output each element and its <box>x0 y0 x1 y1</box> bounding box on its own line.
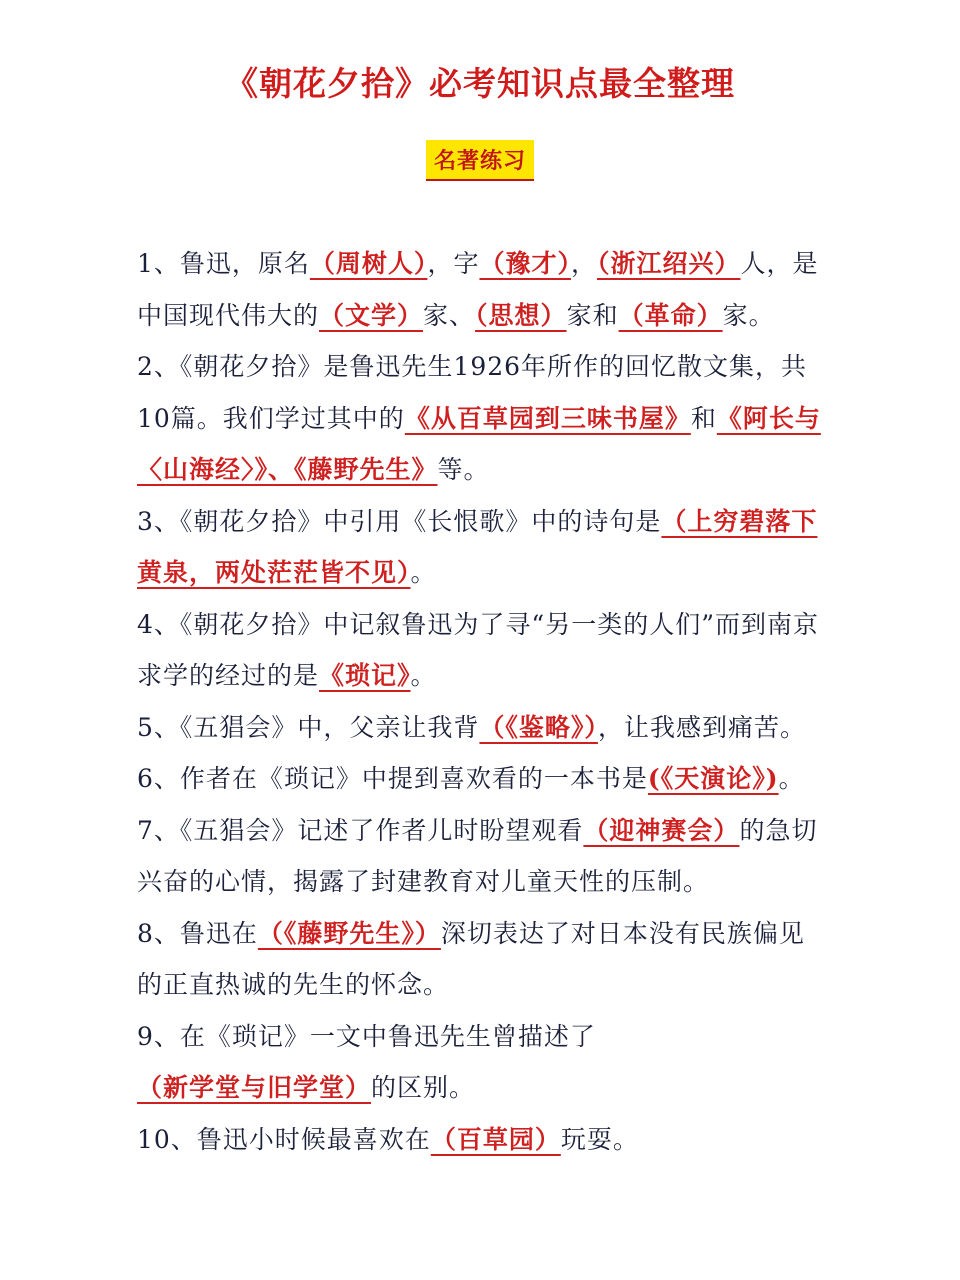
question-text: 5、《五猖会》中，父亲让我背 <box>137 712 480 742</box>
question-text: ，让我感到痛苦。 <box>597 712 806 742</box>
question-9 <box>137 1011 827 1114</box>
question-text: 。 <box>778 764 805 793</box>
section-label: 名著练习 <box>426 140 534 181</box>
question-text: 10、鲁迅小时候最喜欢在 <box>137 1124 431 1154</box>
answer-blank: （革命） <box>618 300 723 330</box>
question-text: 2、《朝花夕拾》是鲁迅先生1926年所作的回忆散文集，共10篇。我们学过其中的 <box>137 352 808 433</box>
answer-blank: （上穷碧落下黄泉，两处茫茫皆不见） <box>137 506 818 587</box>
question-7 <box>137 805 827 908</box>
question-text: ， <box>570 249 597 278</box>
question-text: 3、《朝花夕拾》中引用《长恨歌》中的诗句是 <box>137 506 662 536</box>
question-text: 4、《朝花夕拾》中记叙鲁迅为了寻“另一类的人们”而到南京求学的经过的是 <box>137 609 819 690</box>
answer-blank: （周树人） <box>309 249 428 278</box>
answer-blank: （百草园） <box>430 1124 561 1154</box>
question-4 <box>137 599 827 702</box>
page-title: 《朝花夕拾》必考知识点最全整理 <box>225 64 735 103</box>
answer-blank: 《琐记》 <box>319 661 411 690</box>
answer-blank: （思想） <box>475 300 567 330</box>
question-text: 玩耍。 <box>560 1124 639 1154</box>
question-text: 8、鲁迅在 <box>137 918 258 948</box>
question-text: 7、《五猖会》记述了作者儿时盼望观看 <box>137 815 584 845</box>
question-1 <box>137 238 827 341</box>
question-text: 的区别。 <box>371 1073 476 1102</box>
question-list <box>137 238 827 1165</box>
question-text: 深切表达了对日本没有民族偏见的正直热诚的先生的怀念。 <box>137 918 805 999</box>
answer-blank: （浙江绍兴） <box>596 249 741 278</box>
question-text: 等。 <box>437 455 490 484</box>
question-5 <box>137 702 827 754</box>
answer-blank: 《从百草园到三味书屋》 <box>404 403 691 433</box>
answer-blank: （迎神赛会） <box>583 815 740 845</box>
answer-blank: （文学） <box>319 300 424 330</box>
answer-blank: (《天演论》) <box>647 764 779 793</box>
question-text: 的急切兴奋的心情，揭露了封建教育对儿童天性的压制。 <box>137 815 818 896</box>
question-6 <box>137 753 827 805</box>
question-text: 9、在《琐记》一文中鲁迅先生曾描述了 <box>137 1021 596 1051</box>
question-text: 家、 <box>423 300 476 330</box>
question-text: 1、鲁迅，原名 <box>137 249 310 278</box>
answer-blank: （《鉴略》） <box>479 712 598 742</box>
question-text: 家和 <box>566 300 619 330</box>
answer-blank: 《阿长与〈山海经〉》、《藤野先生》 <box>137 403 821 484</box>
answer-blank: （新学堂与旧学堂） <box>137 1073 372 1102</box>
question-text: ，字 <box>427 249 480 278</box>
subtitle-wrapper <box>0 140 960 181</box>
question-text: 人，是中国现代伟大的 <box>137 249 819 330</box>
question-text: 。 <box>410 558 437 587</box>
question-2 <box>137 341 827 496</box>
question-10 <box>137 1114 827 1166</box>
question-text: 家。 <box>722 300 775 330</box>
question-text: 。 <box>410 661 437 690</box>
answer-blank: （《藤野先生》） <box>257 918 441 948</box>
question-3 <box>137 496 827 599</box>
question-text: 和 <box>690 403 717 433</box>
question-8 <box>137 908 827 1011</box>
question-text: 6、作者在《琐记》中提到喜欢看的一本书是 <box>137 764 648 793</box>
answer-blank: （豫才） <box>479 249 571 278</box>
